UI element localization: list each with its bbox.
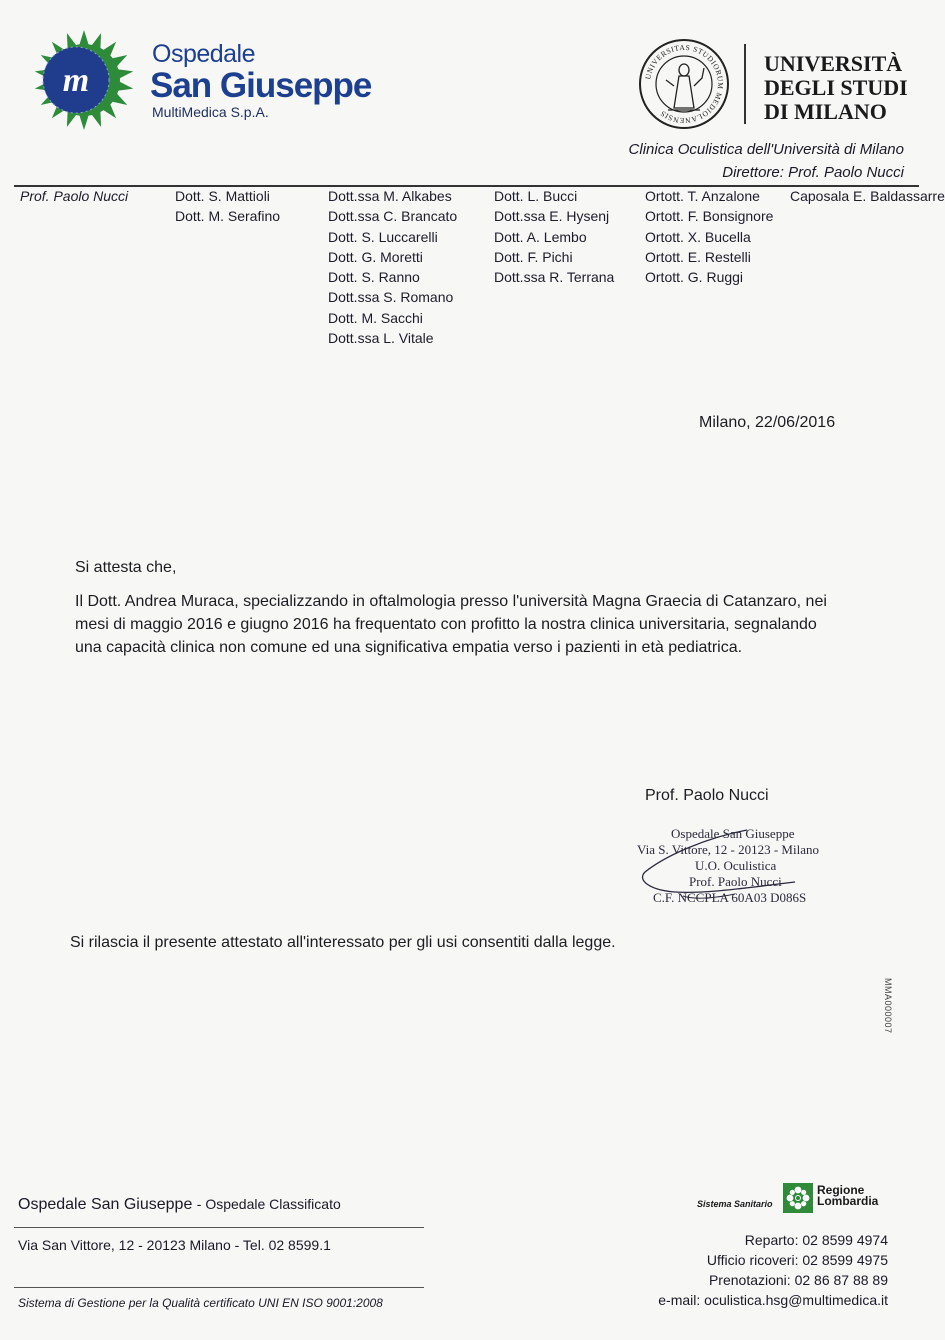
university-divider [744, 44, 746, 124]
staff-member: Dott.ssa S. Romano [328, 289, 454, 306]
regione-line1: Regione [817, 1183, 865, 1197]
contact-prenotazioni: Prenotazioni: 02 86 87 88 89 [708, 1272, 888, 1288]
staff-column-2 [175, 186, 280, 227]
footer-rule [14, 1227, 424, 1228]
staff-member: Dott. S. Ranno [328, 269, 420, 286]
hospital-name-line2: San Giuseppe [150, 66, 372, 105]
letter-body: Il Dott. Andrea Muraca, specializzando in oftalmologia presso l'università Magna Graecia di Catanzaro, nei mesi di maggio 2016 e giugno 2016 ha frequentato con profitto la nostra clinica universitaria, segnalando una capacità clinica non comune ed una significativa empatia verso i pazienti in età pediatrica. [75, 593, 827, 656]
staff-member: Dott. L. Bucci [494, 188, 578, 204]
contact-ricoveri: Ufficio ricoveri: 02 8599 4975 [706, 1252, 888, 1268]
regione-lombardia-logo [697, 1183, 897, 1219]
staff-member: Dott.ssa R. Terrana [494, 269, 615, 286]
staff-member: Ortott. T. Anzalone [645, 188, 760, 204]
staff-member: Dott.ssa L. Vitale [328, 330, 434, 347]
staff-member: Caposala E. Baldassarre [790, 188, 945, 204]
hospital-logo-icon [22, 30, 146, 130]
footer-quality-certification: Sistema di Gestione per la Qualità certificato UNI EN ISO 9001:2008 [18, 1296, 383, 1310]
staff-column-4 [494, 186, 614, 287]
stamp-line: C.F. NCCPLA 60A03 D086S [653, 890, 807, 905]
side-document-code: MMA000007 [883, 978, 893, 1034]
hospital-company: MultiMedica S.p.A. [152, 104, 269, 120]
staff-member: Ortott. G. Ruggi [645, 269, 744, 286]
footer-rule [14, 1287, 424, 1288]
footer-hospital [18, 1196, 341, 1214]
official-stamp [635, 826, 865, 926]
university-name-line2: DEGLI STUDI [764, 75, 908, 100]
contact-reparto: Reparto: 02 8599 4974 [744, 1232, 888, 1248]
handwritten-signature-icon [635, 826, 865, 926]
staff-column-5 [645, 186, 773, 287]
regione-line2: Lombardia [817, 1194, 879, 1208]
stamp-line: Prof. Paolo Nucci [689, 874, 782, 889]
svg-text:UNIVERSITAS STUDIORUM MEDIOLAN: UNIVERSITAS STUDIORUM MEDIOLANENSIS [643, 42, 726, 126]
university-name [764, 52, 908, 124]
staff-member: Dott. S. Luccarelli [328, 228, 438, 245]
staff-column-6 [790, 186, 945, 206]
letter-date: Milano, 22/06/2016 [699, 414, 836, 431]
staff-member: Ortott. F. Bonsignore [645, 208, 774, 225]
logo-letter: m [62, 62, 90, 99]
contact-email[interactable]: e-mail: oculistica.hsg@multimedica.it [658, 1292, 888, 1308]
staff-member: Dott. G. Moretti [328, 248, 423, 265]
stamp-line: Ospedale San Giuseppe [671, 826, 795, 841]
stamp-line: U.O. Oculistica [695, 858, 777, 873]
stamp-line: Via S. Vittore, 12 - 20123 - Milano [637, 842, 819, 857]
clinic-director: Direttore: Prof. Paolo Nucci [722, 164, 904, 181]
staff-member: Ortott. E. Restelli [645, 248, 751, 265]
regione-rose-icon [783, 1183, 813, 1213]
signatory-name: Prof. Paolo Nucci [645, 787, 769, 804]
hospital-name-line1: Ospedale [152, 40, 256, 68]
staff-member: Dott. S. Mattioli [175, 188, 270, 204]
footer-hospital-name: Ospedale San Giuseppe [18, 1196, 193, 1213]
staff-column-prof [20, 186, 128, 206]
staff-member: Dott.ssa E. Hysenj [494, 208, 610, 225]
staff-member: Prof. Paolo Nucci [20, 188, 129, 204]
footer-address: Via San Vittore, 12 - 20123 Milano - Tel. 02 8599.1 [18, 1237, 331, 1253]
header-rule [14, 185, 919, 187]
clinic-name: Clinica Oculistica dell'Università di Milano [628, 141, 904, 158]
staff-column-3 [328, 186, 457, 348]
letter-closing: Si rilascia il presente attestato all'interessato per gli usi consentiti dalla legge. [70, 934, 616, 951]
staff-member: Dott. M. Serafino [175, 208, 281, 225]
clinic-info [629, 138, 904, 184]
regione-name [817, 1185, 878, 1207]
letter-opening: Si attesta che, [75, 559, 177, 576]
staff-member: Dott. M. Sacchi [328, 309, 423, 326]
regione-sistema-label: Sistema Sanitario [697, 1199, 773, 1209]
staff-member: Dott. F. Pichi [494, 248, 573, 265]
university-name-line3: DI MILANO [764, 99, 887, 124]
university-seal-icon [638, 38, 730, 130]
footer-hospital-type: - Ospedale Classificato [196, 1196, 341, 1212]
staff-member: Ortott. X. Bucella [645, 228, 751, 245]
staff-member: Dott. A. Lembo [494, 228, 587, 245]
footer-contacts [658, 1230, 888, 1310]
staff-member: Dott.ssa M. Alkabes [328, 188, 452, 204]
staff-member: Dott.ssa C. Brancato [328, 208, 458, 225]
university-name-line1: UNIVERSITÀ [764, 51, 903, 76]
